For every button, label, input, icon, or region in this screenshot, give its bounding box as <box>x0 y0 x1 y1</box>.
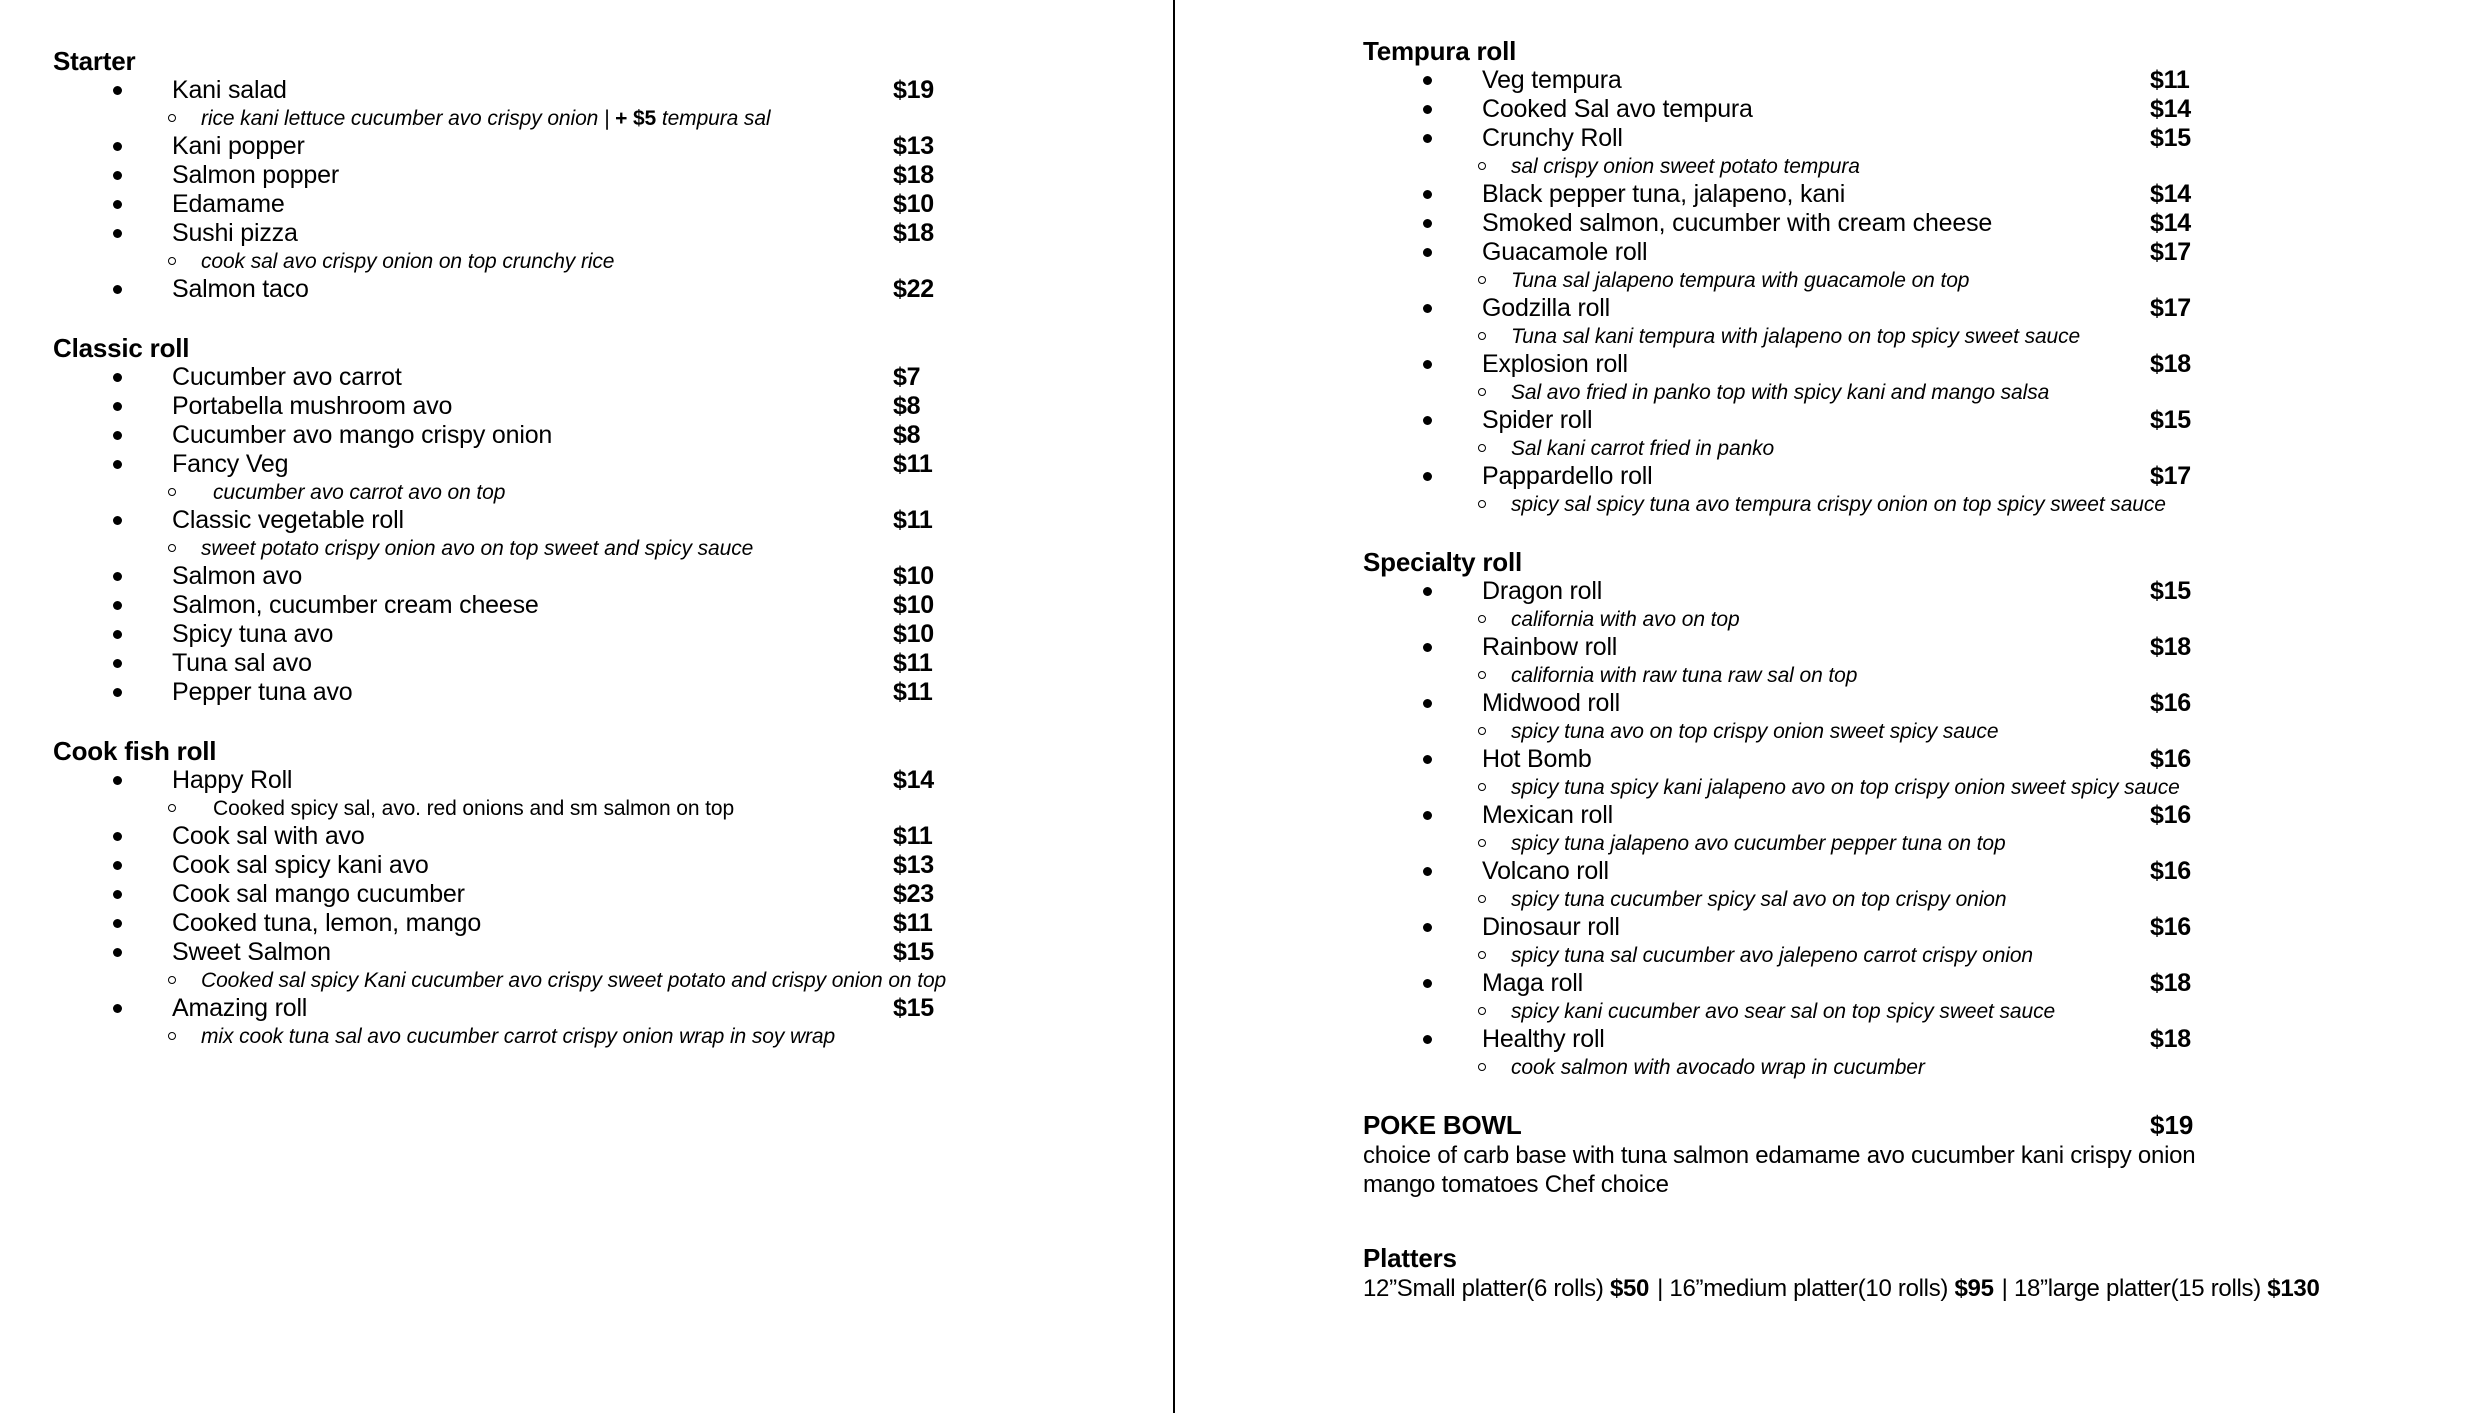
menu-item-row <box>1363 95 2423 124</box>
hollow-bullet-icon <box>1478 332 1486 340</box>
menu-item-name: Edamame <box>172 190 285 218</box>
platter-separator: | <box>2001 1275 2014 1302</box>
menu-item-price: $18 <box>2150 1025 2191 1053</box>
menu-item-description-row <box>53 795 1113 822</box>
menu-item-name: Cooked tuna, lemon, mango <box>172 909 482 937</box>
menu-item-price: $11 <box>893 649 933 677</box>
menu-item-price: $13 <box>893 132 934 160</box>
menu-item-price: $18 <box>893 219 934 247</box>
menu-item-row <box>1363 857 2423 886</box>
menu-item-name: Fancy Veg <box>172 450 289 478</box>
menu-item-price: $18 <box>2150 350 2191 378</box>
menu-item-row <box>53 994 1113 1023</box>
menu-item-price: $15 <box>893 938 934 966</box>
menu-item-name: Smoked salmon, cucumber with cream cheese <box>1482 209 1993 237</box>
menu-item-row <box>53 909 1113 938</box>
menu-item-row <box>53 938 1113 967</box>
menu-section <box>53 736 1113 1050</box>
menu-item-name: Salmon popper <box>172 161 339 189</box>
platter-label: 16”medium platter(10 rolls) <box>1669 1275 1955 1302</box>
menu-item-row <box>53 880 1113 909</box>
bullet-icon <box>113 516 122 525</box>
menu-item-price: $7 <box>893 363 921 391</box>
bullet-icon <box>1423 979 1432 988</box>
menu-item-price: $17 <box>2150 238 2191 266</box>
menu-item-name: Midwood roll <box>1482 689 1620 717</box>
bullet-icon <box>1423 360 1432 369</box>
bullet-icon <box>113 919 122 928</box>
menu-item-description: mix cook tuna sal avo cucumber carrot crispy onion wrap in soy wrap <box>201 1025 836 1048</box>
menu-item-price: $16 <box>2150 801 2191 829</box>
menu-item-price: $16 <box>2150 745 2191 773</box>
menu-item-name: Godzilla roll <box>1482 294 1611 322</box>
menu-item-name: Sweet Salmon <box>172 938 331 966</box>
menu-item-price: $17 <box>2150 462 2191 490</box>
menu-item-name: Pappardello roll <box>1482 462 1653 490</box>
menu-item-name: Cucumber avo carrot <box>172 363 402 391</box>
section-spacer <box>53 304 1113 333</box>
bullet-icon <box>113 229 122 238</box>
menu-item-name: Dragon roll <box>1482 577 1603 605</box>
menu-item-row <box>1363 801 2423 830</box>
menu-item-row <box>1363 406 2423 435</box>
bullet-icon <box>113 142 122 151</box>
menu-item-row <box>53 620 1113 649</box>
menu-item-name: Dinosaur roll <box>1482 913 1620 941</box>
menu-item-description-row <box>53 1023 1113 1050</box>
menu-item-name: Tuna sal avo <box>172 649 312 677</box>
menu-item-description-row <box>1363 662 2423 689</box>
menu-item-price: $11 <box>893 909 933 937</box>
menu-item-price: $17 <box>2150 294 2191 322</box>
menu-item-description-row <box>1363 942 2423 969</box>
menu-item-description-row <box>53 967 1113 994</box>
menu-item-name: Cooked Sal avo tempura <box>1482 95 1753 123</box>
hollow-bullet-icon <box>1478 1007 1486 1015</box>
menu-item-row <box>1363 913 2423 942</box>
bullet-icon <box>113 601 122 610</box>
bullet-icon <box>1423 699 1432 708</box>
poke-bowl-title: POKE BOWL <box>1363 1110 1522 1140</box>
menu-item-row <box>1363 745 2423 774</box>
menu-item-row <box>53 76 1113 105</box>
hollow-bullet-icon <box>1478 895 1486 903</box>
platter-label: 12”Small platter(6 rolls) <box>1363 1275 1610 1302</box>
platter-price: $50 <box>1609 1275 1650 1302</box>
menu-item-row <box>53 132 1113 161</box>
menu-item-row <box>1363 124 2423 153</box>
menu-item-name: Spider roll <box>1482 406 1593 434</box>
hollow-bullet-icon <box>1478 671 1486 679</box>
menu-item-name: Salmon avo <box>172 562 303 590</box>
menu-item-row <box>1363 689 2423 718</box>
hollow-bullet-icon <box>168 488 176 496</box>
platter-label: 18”large platter(15 rolls) <box>2013 1275 2268 1302</box>
hollow-bullet-icon <box>1478 951 1486 959</box>
hollow-bullet-icon <box>1478 388 1486 396</box>
menu-item-list <box>53 363 1113 707</box>
bullet-icon <box>1423 304 1432 313</box>
menu-item-description-row <box>53 105 1113 132</box>
menu-item-row <box>53 506 1113 535</box>
menu-item-description-row <box>1363 718 2423 745</box>
section-title: Tempura roll <box>1363 36 1517 66</box>
section-title: Classic roll <box>53 333 190 363</box>
menu-item-name: Maga roll <box>1482 969 1584 997</box>
menu-item-price: $10 <box>893 591 934 619</box>
hollow-bullet-icon <box>1478 615 1486 623</box>
bullet-icon <box>113 460 122 469</box>
hollow-bullet-icon <box>168 804 176 812</box>
bullet-icon <box>113 890 122 899</box>
poke-bowl-price: $19 <box>2150 1110 2194 1140</box>
menu-item-description-row <box>1363 886 2423 913</box>
bullet-icon <box>1423 1035 1432 1044</box>
hollow-bullet-icon <box>1478 839 1486 847</box>
menu-item-list <box>53 766 1113 1050</box>
menu-item-name: Explosion roll <box>1482 350 1628 378</box>
menu-item-row <box>1363 209 2423 238</box>
menu-item-price: $15 <box>2150 577 2191 605</box>
bullet-icon <box>1423 923 1432 932</box>
menu-item-description: cook sal avo crispy onion on top crunchy rice <box>201 250 615 273</box>
menu-item-row <box>53 275 1113 304</box>
section-title: Starter <box>53 46 136 76</box>
bullet-icon <box>113 659 122 668</box>
bullet-icon <box>113 285 122 294</box>
menu-item-description: cucumber avo carrot avo on top <box>213 481 506 504</box>
menu-item-price: $14 <box>893 766 934 794</box>
bullet-icon <box>113 431 122 440</box>
bullet-icon <box>1423 587 1432 596</box>
menu-item-price: $10 <box>893 190 934 218</box>
menu-item-row <box>53 766 1113 795</box>
menu-item-row <box>53 562 1113 591</box>
menu-item-name: Healthy roll <box>1482 1025 1605 1053</box>
section-spacer <box>53 1050 1113 1079</box>
bullet-icon <box>113 630 122 639</box>
bullet-icon <box>1423 755 1432 764</box>
menu-item-list <box>1363 577 2423 1081</box>
platter-price: $130 <box>2267 1275 2320 1302</box>
menu-item-price: $18 <box>893 161 934 189</box>
menu-item-description: Sal kani carrot fried in panko <box>1511 437 1775 460</box>
menu-item-name: Portabella mushroom avo <box>172 392 453 420</box>
menu-item-description: spicy sal spicy tuna avo tempura crispy onion on top spicy sweet sauce <box>1511 493 2166 516</box>
menu-item-name: Salmon taco <box>172 275 309 303</box>
menu-item-description-row <box>53 479 1113 506</box>
hollow-bullet-icon <box>1478 783 1486 791</box>
bullet-icon <box>113 1004 122 1013</box>
hollow-bullet-icon <box>168 544 176 552</box>
menu-item-row <box>1363 238 2423 267</box>
menu-item-description: Cooked sal spicy Kani cucumber avo crispy sweet potato and crispy onion on top <box>201 969 947 992</box>
platter-separator: | <box>1657 1275 1670 1302</box>
menu-item-row <box>1363 1025 2423 1054</box>
menu-item-name: Happy Roll <box>172 766 293 794</box>
hollow-bullet-icon <box>168 1032 176 1040</box>
menu-item-list <box>53 76 1113 304</box>
menu-item-row <box>53 190 1113 219</box>
platter-price: $95 <box>1954 1275 1994 1302</box>
menu-item-price: $11 <box>893 450 933 478</box>
bullet-icon <box>113 948 122 957</box>
bullet-icon <box>1423 219 1432 228</box>
hollow-bullet-icon <box>1478 727 1486 735</box>
menu-item-name: Classic vegetable roll <box>172 506 404 534</box>
menu-item-description: sweet potato crispy onion avo on top sweet and spicy sauce <box>201 537 754 560</box>
menu-item-price: $16 <box>2150 857 2191 885</box>
menu-item-row <box>1363 462 2423 491</box>
menu-item-description: spicy tuna sal cucumber avo jalepeno carrot crispy onion <box>1511 944 2034 967</box>
menu-item-price: $11 <box>893 822 933 850</box>
bullet-icon <box>113 832 122 841</box>
menu-item-description: spicy tuna jalapeno avo cucumber pepper tuna on top <box>1511 832 2006 855</box>
menu-item-description: spicy kani cucumber avo sear sal on top spicy sweet sauce <box>1511 1000 2056 1023</box>
menu-item-description: cook salmon with avocado wrap in cucumber <box>1511 1056 1925 1079</box>
menu-item-name: Cook sal mango cucumber <box>172 880 465 908</box>
menu-item-description: spicy tuna spicy kani jalapeno avo on top crispy onion sweet spicy sauce <box>1511 776 2180 799</box>
menu-item-description-row <box>53 248 1113 275</box>
bullet-icon <box>113 402 122 411</box>
menu-item-description-row <box>1363 774 2423 801</box>
menu-section <box>53 333 1113 707</box>
bullet-icon <box>113 200 122 209</box>
bullet-icon <box>1423 643 1432 652</box>
menu-item-name: Cook sal with avo <box>172 822 365 850</box>
menu-item-row <box>1363 577 2423 606</box>
bullet-icon <box>1423 248 1432 257</box>
menu-item-price: $10 <box>893 562 934 590</box>
bullet-icon <box>1423 105 1432 114</box>
menu-item-description: Tuna sal kani tempura with jalapeno on top spicy sweet sauce <box>1511 325 2081 348</box>
menu-section <box>53 46 1113 304</box>
menu-item-row <box>53 392 1113 421</box>
menu-item-price: $10 <box>893 620 934 648</box>
menu-item-price: $14 <box>2150 95 2191 123</box>
menu-item-description: rice kani lettuce cucumber avo crispy onion | + $5 tempura sal <box>201 107 771 130</box>
poke-bowl-description: choice of carb base with tuna salmon edamame avo cucumber kani crispy onion mango tomatoes Chef choice <box>1363 1142 2196 1198</box>
menu-item-row <box>1363 350 2423 379</box>
bullet-icon <box>113 861 122 870</box>
menu-item-price: $14 <box>2150 209 2191 237</box>
menu-item-price: $22 <box>893 275 934 303</box>
section-title: Cook fish roll <box>53 736 217 766</box>
menu-item-description-row <box>1363 830 2423 857</box>
menu-item-price: $15 <box>2150 124 2191 152</box>
menu-item-price: $14 <box>2150 180 2191 208</box>
menu-item-row <box>53 591 1113 620</box>
menu-item-price: $11 <box>2150 66 2190 94</box>
hollow-bullet-icon <box>168 257 176 265</box>
menu-item-name: Mexican roll <box>1482 801 1613 829</box>
menu-item-description: california with avo on top <box>1511 608 1740 631</box>
menu-item-name: Rainbow roll <box>1482 633 1618 661</box>
hollow-bullet-icon <box>1478 162 1486 170</box>
bullet-icon <box>1423 867 1432 876</box>
bullet-icon <box>113 171 122 180</box>
hollow-bullet-icon <box>1478 276 1486 284</box>
section-spacer <box>1363 1081 2423 1110</box>
platters-pricing-line <box>1363 1274 2423 1303</box>
poke-bowl-block <box>1363 1110 2423 1199</box>
menu-item-description-row <box>1363 998 2423 1025</box>
hollow-bullet-icon <box>168 114 176 122</box>
menu-item-row <box>53 649 1113 678</box>
menu-item-name: Volcano roll <box>1482 857 1609 885</box>
menu-item-row <box>53 161 1113 190</box>
menu-item-name: Cucumber avo mango crispy onion <box>172 421 553 449</box>
bullet-icon <box>1423 811 1432 820</box>
menu-item-row <box>53 450 1113 479</box>
menu-item-price: $15 <box>2150 406 2191 434</box>
menu-item-row <box>1363 66 2423 95</box>
menu-item-name: Hot Bomb <box>1482 745 1592 773</box>
menu-item-name: Kani salad <box>172 76 287 104</box>
menu-item-name: Veg tempura <box>1482 66 1622 94</box>
left-column <box>53 0 1113 1079</box>
bullet-icon <box>113 776 122 785</box>
menu-item-row <box>53 219 1113 248</box>
menu-item-name: Spicy tuna avo <box>172 620 334 648</box>
menu-item-price: $13 <box>893 851 934 879</box>
menu-item-row <box>53 822 1113 851</box>
menu-item-description-row <box>53 535 1113 562</box>
hollow-bullet-icon <box>168 976 176 984</box>
menu-section <box>1363 36 2423 518</box>
platters-block <box>1363 1243 2423 1303</box>
menu-item-description: Tuna sal jalapeno tempura with guacamole on top <box>1511 269 1970 292</box>
hollow-bullet-icon <box>1478 500 1486 508</box>
bullet-icon <box>113 688 122 697</box>
menu-item-name: Salmon, cucumber cream cheese <box>172 591 539 619</box>
menu-item-list <box>1363 66 2423 518</box>
menu-item-row <box>53 678 1113 707</box>
section-spacer <box>53 707 1113 736</box>
bullet-icon <box>113 373 122 382</box>
menu-item-description: sal crispy onion sweet potato tempura <box>1511 155 1860 178</box>
right-column <box>1363 0 2423 1303</box>
menu-item-description: spicy tuna cucumber spicy sal avo on top crispy onion <box>1511 888 2007 911</box>
menu-item-description-row <box>1363 323 2423 350</box>
menu-item-price: $16 <box>2150 689 2191 717</box>
menu-item-name: Guacamole roll <box>1482 238 1648 266</box>
menu-item-description-row <box>1363 1054 2423 1081</box>
menu-item-description: spicy tuna avo on top crispy onion sweet spicy sauce <box>1511 720 1999 743</box>
menu-item-row <box>1363 180 2423 209</box>
menu-item-price: $18 <box>2150 633 2191 661</box>
section-title: Specialty roll <box>1363 547 1523 577</box>
column-divider <box>1173 0 1175 1413</box>
menu-item-name: Cook sal spicy kani avo <box>172 851 429 879</box>
bullet-icon <box>1423 76 1432 85</box>
menu-item-row <box>53 363 1113 392</box>
menu-item-price: $19 <box>893 76 934 104</box>
menu-item-description-row <box>1363 491 2423 518</box>
menu-item-name: Kani popper <box>172 132 305 160</box>
bullet-icon <box>1423 472 1432 481</box>
menu-item-name: Amazing roll <box>172 994 308 1022</box>
menu-item-row <box>1363 294 2423 323</box>
bullet-icon <box>1423 190 1432 199</box>
menu-item-price: $18 <box>2150 969 2191 997</box>
menu-item-price: $23 <box>893 880 934 908</box>
menu-item-row <box>1363 633 2423 662</box>
menu-item-description: Cooked spicy sal, avo. red onions and sm salmon on top <box>213 797 735 820</box>
menu-item-description-row <box>1363 379 2423 406</box>
menu-item-price: $11 <box>893 506 933 534</box>
menu-item-description: california with raw tuna raw sal on top <box>1511 664 1858 687</box>
menu-item-description-row <box>1363 435 2423 462</box>
menu-item-description-row <box>1363 606 2423 633</box>
menu-item-price: $11 <box>893 678 933 706</box>
menu-item-name: Sushi pizza <box>172 219 298 247</box>
menu-item-price: $8 <box>893 392 921 420</box>
menu-item-price: $8 <box>893 421 921 449</box>
menu-item-row <box>1363 969 2423 998</box>
menu-item-description: Sal avo fried in panko top with spicy kani and mango salsa <box>1511 381 2050 404</box>
platters-title: Platters <box>1363 1243 1457 1273</box>
bullet-icon <box>1423 416 1432 425</box>
menu-item-description-row <box>1363 267 2423 294</box>
bullet-icon <box>1423 134 1432 143</box>
section-spacer <box>1363 518 2423 547</box>
hollow-bullet-icon <box>1478 444 1486 452</box>
menu-item-description-row <box>1363 153 2423 180</box>
poke-platters-spacer <box>1363 1199 2423 1243</box>
menu-section <box>1363 547 2423 1081</box>
menu-item-name: Black pepper tuna, jalapeno, kani <box>1482 180 1846 208</box>
menu-item-price: $16 <box>2150 913 2191 941</box>
menu-item-row <box>53 851 1113 880</box>
bullet-icon <box>113 86 122 95</box>
hollow-bullet-icon <box>1478 1063 1486 1071</box>
bullet-icon <box>113 572 122 581</box>
menu-item-row <box>53 421 1113 450</box>
menu-item-name: Crunchy Roll <box>1482 124 1623 152</box>
menu-item-price: $15 <box>893 994 934 1022</box>
description-upcharge: + $5 <box>615 107 657 130</box>
menu-item-name: Pepper tuna avo <box>172 678 353 706</box>
